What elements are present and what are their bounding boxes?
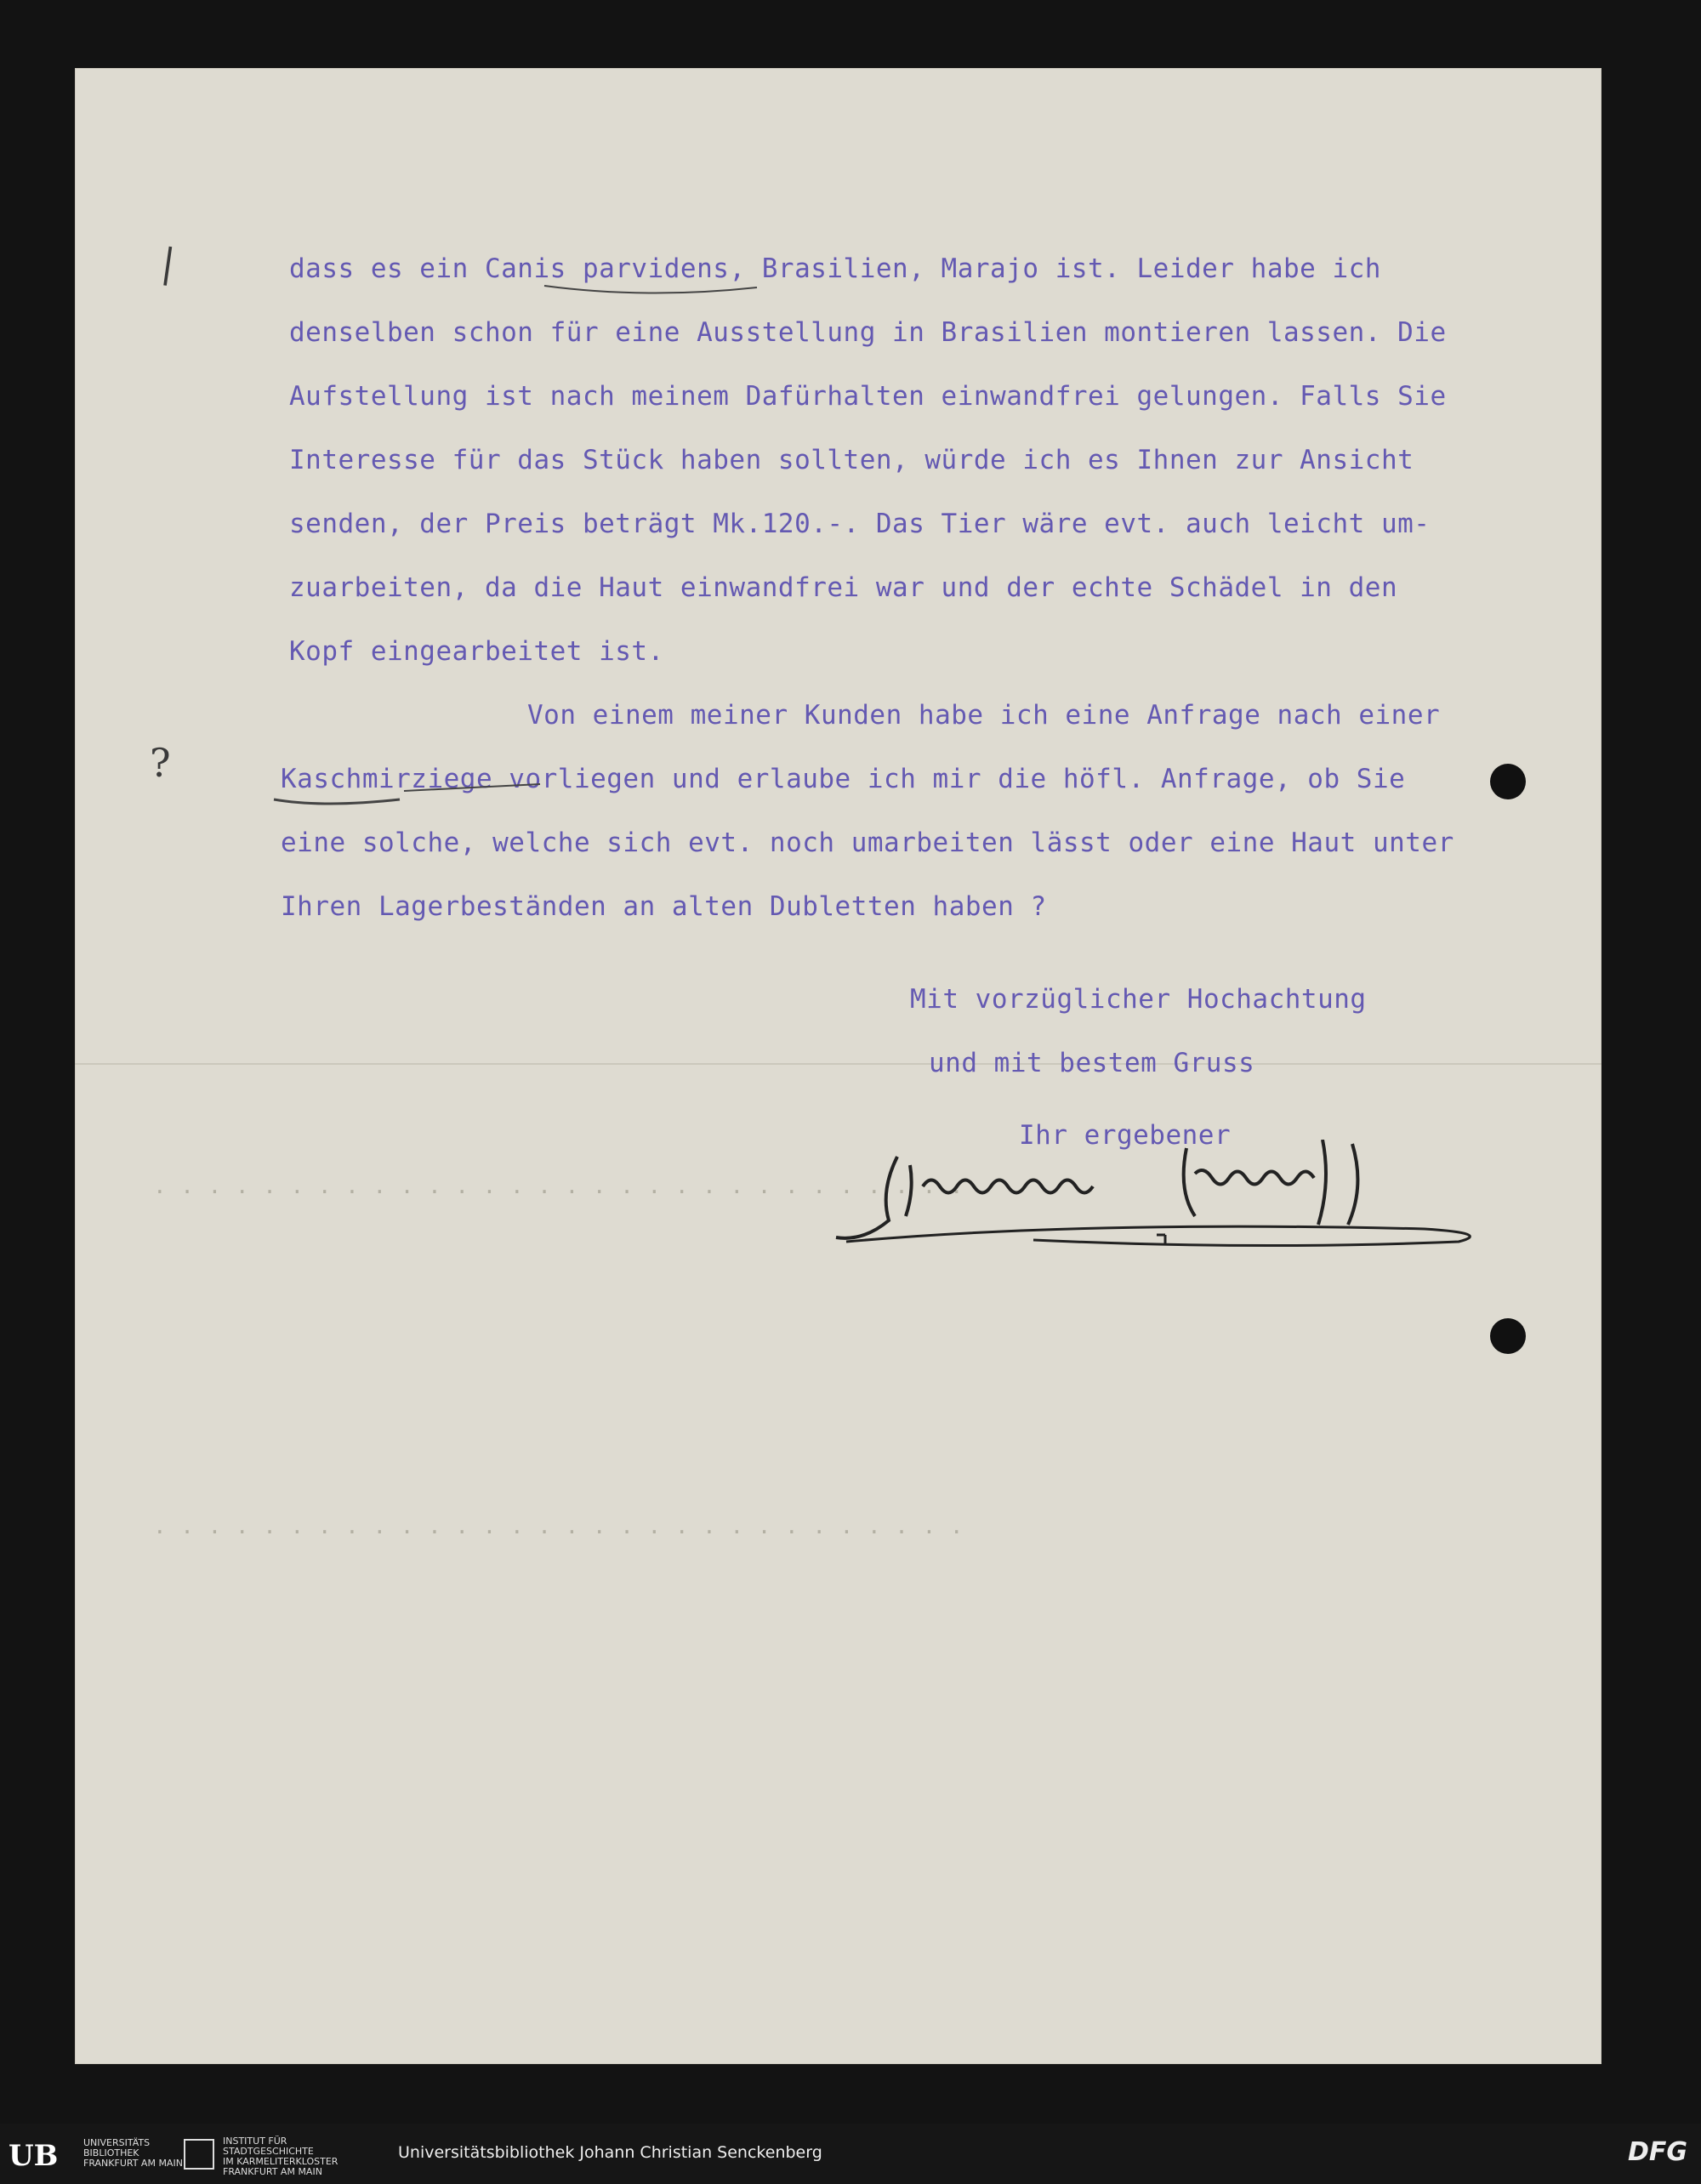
punch-hole <box>1490 1318 1526 1354</box>
closing-line-2: und mit bestem Gruss <box>929 1048 1255 1078</box>
body-line-3: Aufstellung ist nach meinem Dafürhalten einwandfrei gelungen. Falls Sie <box>289 381 1447 412</box>
body-line-6: zuarbeiten, da die Haut einwandfrei war und der echte Schädel in den <box>289 572 1398 603</box>
closing-line-3: Ihr ergebener <box>1019 1120 1232 1151</box>
show-through-text: . . . . . . . . . . . . . . . . . . . . . . . . . . . . . . <box>153 1174 964 1199</box>
body-line-1: dass es ein Canis parvidens, Brasilien, Marajo ist. Leider habe ich <box>289 253 1381 284</box>
closing-line-1: Mit vorzüglicher Hochachtung <box>910 984 1367 1015</box>
body-line-5: senden, der Preis beträgt Mk.120.-. Das Tier wäre evt. auch leicht um- <box>289 509 1431 539</box>
show-through-text: . . . . . . . . . . . . . . . . . . . . . . . . . . . . . . <box>153 1514 964 1539</box>
body-line-9: Kaschmirziege vorliegen und erlaube ich mir die höfl. Anfrage, ob Sie <box>281 764 1406 794</box>
body-line-10: eine solche, welche sich evt. noch umarbeiten lässt oder eine Haut unter <box>281 828 1454 858</box>
handwritten-signature <box>829 1140 1493 1250</box>
institute-name: INSTITUT FÜR STADTGESCHICHTE IM KARMELITERKLOSTER FRANKFURT AM MAIN <box>223 2136 338 2177</box>
body-line-4: Interesse für das Stück haben sollten, würde ich es Ihnen zur Ansicht <box>289 445 1414 475</box>
footer-bar <box>0 2124 1701 2184</box>
footer-title: Universitätsbibliothek Johann Christian Senckenberg <box>398 2143 822 2162</box>
institute-logo-icon <box>184 2139 214 2170</box>
margin-mark-question: ? <box>150 740 171 786</box>
ub-name: UNIVERSITÄTS BIBLIOTHEK FRANKFURT AM MAIN <box>83 2137 183 2169</box>
margin-mark-line: | <box>158 239 179 287</box>
ub-logo: UB <box>9 2139 59 2173</box>
body-line-8: Von einem meiner Kunden habe ich eine Anfrage nach einer <box>527 700 1441 731</box>
body-line-2: denselben schon für eine Ausstellung in Brasilien montieren lassen. Die <box>289 317 1447 348</box>
body-line-7: Kopf eingearbeitet ist. <box>289 636 664 667</box>
dfg-logo: DFG <box>1627 2137 1687 2167</box>
punch-hole <box>1490 764 1526 799</box>
body-line-11: Ihren Lagerbeständen an alten Dubletten haben ? <box>281 891 1047 922</box>
